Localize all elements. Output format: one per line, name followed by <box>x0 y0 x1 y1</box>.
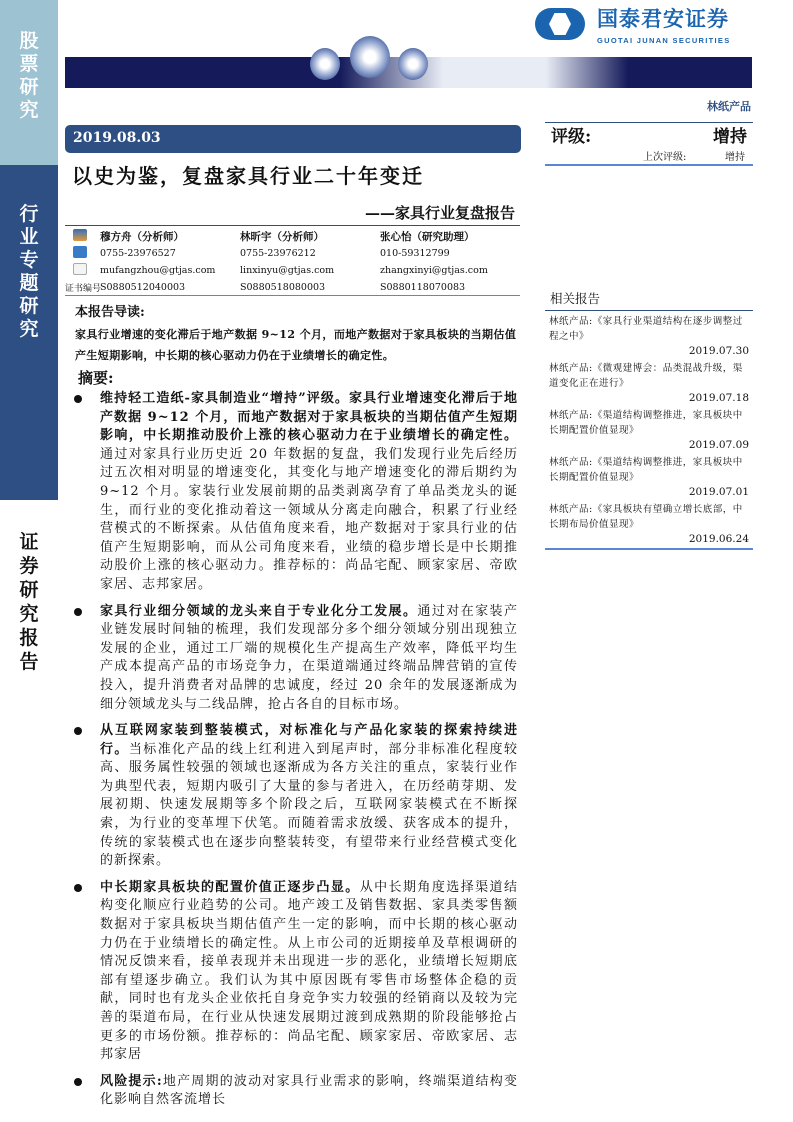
person-icon <box>73 229 87 241</box>
mail-icon <box>73 263 87 275</box>
analyst-phone: 0755-23976527 <box>100 248 176 259</box>
summary-heading: 摘要: <box>78 369 114 387</box>
diamond-icon <box>310 48 340 80</box>
bullet-text: 从中长期角度选择渠道结构变化顺应行业趋势的公司。地产竣工及销售数据、家具类零售额数据对于家具板块当期估值产生一定的影响，而中长期的核心驱动力仍在于业绩增长的确定性。从上市公司的近期接单及草根调研的情况反馈来看，接单表现并未出现进一步的恶化，业绩增长短期底部有望逐步确立。我们认为其中原因既有零售市场整体企稳的贡献，同时也有龙头企业依托自身竞争实力较强的经销商以及较为完善的渠道布局，在行业从快速发展期过渡到成熟期的阶段能够抢占更多的市场份额。推荐标的：尚品宅配、顾家家居、帝欧家居、志邦家居 <box>100 879 518 1063</box>
summary-bullet <box>100 390 518 595</box>
bullet-bold: 家具行业细分领域的龙头来自于专业化分工发展。 <box>100 603 418 619</box>
summary-bullet <box>100 879 518 1065</box>
bullet-text: 通过对家具行业历史近 20 年数据的复盘，我们发现行业先后经历过五次相对明显的增速变化，其变化与地产增速变化的滞后期约为 9~12 个月。家装行业发展前期的品类剥离孕育了单品类龙头的诞生，而行业的变化推动着这一领域从分离走向融合，积累了行业经营模式的不断探索。从估值角度来看，地产数据对于家具行业的估值产生短期影响，而从公司角度来看，业绩的稳步增长是中长期推动股价上涨的核心驱动力。推荐标的：尚品宅配、顾家家居、帝欧家居、志邦家居。 <box>100 446 518 592</box>
analyst-cert: S0880118070083 <box>380 281 466 293</box>
rating-label: 评级: <box>551 127 592 147</box>
guide-text: 家具行业增速的变化滞后于地产数据 9~12 个月，而地产数据对于家具板块的当期估值产生短期影响，中长期的核心驱动力仍在于业绩增长的确定性。 <box>75 328 517 362</box>
bullet-bold: 风险提示: <box>100 1073 163 1089</box>
phone-icon <box>73 246 87 258</box>
sidebar-securities-report <box>0 530 58 674</box>
brand-name-en: GUOTAI JUNAN SECURITIES <box>597 36 731 45</box>
analyst-cert: S0880512040003 <box>100 281 186 293</box>
brand-logo <box>535 6 775 52</box>
cert-label: 证书编号 <box>65 283 102 294</box>
related-report-link[interactable]: 林纸产品:《渠道结构调整推进，家具板块中长期配置价值显现》 <box>549 410 743 436</box>
bullet-icon <box>74 1078 82 1086</box>
bullet-icon <box>74 884 82 892</box>
analyst-email[interactable]: linxinyu@gtjas.com <box>240 265 335 276</box>
analyst-table <box>65 228 520 296</box>
sidebar-middle-label: 行业专题研究 <box>19 203 39 340</box>
related-reports <box>545 290 753 550</box>
related-report-link[interactable]: 林纸产品:《家具行业渠道结构在逐步调整过程之中》 <box>549 316 743 342</box>
analyst-email[interactable]: mufangzhou@gtjas.com <box>100 265 216 276</box>
related-heading: 相关报告 <box>545 290 753 311</box>
prev-rating-label: 上次评级: <box>643 152 687 163</box>
divider <box>65 225 520 226</box>
summary-bullet <box>100 603 518 715</box>
diamond-icon <box>350 36 390 78</box>
analyst-phone: 010-59312799 <box>380 248 450 259</box>
bullet-bold: 从互联网家装到整装模式，对标准化与产品化家装的探索持续进行。 <box>100 723 518 757</box>
analyst-phone: 0755-23976212 <box>240 248 316 259</box>
analyst-email[interactable]: zhangxinyi@gtjas.com <box>380 265 488 276</box>
page-subtitle: ——家具行业复盘报告 <box>364 204 515 222</box>
bullet-text: 地产周期的波动对家具行业需求的影响，终端渠道结构变化影响自然客流增长 <box>100 1073 518 1108</box>
bullet-text: 通过对在家装产业链发展时间轴的梳理，我们发现部分多个细分领域分别出现独立发展的企业，通过工厂端的规模化生产提高生产效率，降低平均生产成本提高产品的市场竞争力，在渠道端通过终端品牌营销的宣传投入，提升消费者对品牌的忠诚度，经过 20 余年的发展逐渐成为细分领域龙头与二线品牌，抢占各自的目标市场。 <box>100 603 518 712</box>
summary-bullet <box>100 722 518 871</box>
related-report-date: 2019.07.01 <box>688 486 749 498</box>
bullet-text: 当标准化产品的线上红利进入到尾声时，部分非标准化程度较高、服务属性较强的领域也逐渐成为各方关注的重点，家装行业作为典型代表，短期内吸引了大量的参与者进入，在历经萌芽期、发展初期、快速发展期等多个阶段之后，互联网家装模式在不断探索，为行业的变革埋下伏笔。而随着需求放缓、获客成本的提升，传统的家装模式也在逐步向整装转变，有望带来行业经营模式变化的新探索。 <box>100 741 518 869</box>
bullet-icon <box>74 727 82 735</box>
related-report-link[interactable]: 林纸产品:《家具板块有望确立增长底部，中长期布局价值显现》 <box>549 504 743 530</box>
diamond-icon <box>398 48 428 80</box>
logo-mark-icon <box>535 8 585 40</box>
report-date <box>65 125 521 153</box>
category-label: 林纸产品 <box>707 100 751 113</box>
bullet-bold: 维持轻工造纸-家具制造业“增持”评级。家具行业增速变化滞后于地产数据 9~12 个月，而地产数据对于家具板块的当期估值产生短期影响，中长期推动股价上涨的核心驱动力在于业绩增长的确定性。 <box>100 391 518 444</box>
sidebar-industry-research <box>0 165 58 500</box>
analyst-name: 张心怡（研究助理） <box>380 231 475 243</box>
brand-name-cn: 国泰君安证券 <box>597 7 729 31</box>
related-report-link[interactable]: 林纸产品:《渠道结构调整推进，家具板块中长期配置价值显现》 <box>549 457 743 483</box>
divider <box>545 548 753 550</box>
page-title: 以史为鉴，复盘家具行业二十年变迁 <box>72 164 424 188</box>
related-report-date: 2019.07.18 <box>688 392 749 404</box>
related-report-date: 2019.07.30 <box>688 345 749 357</box>
report-body <box>75 304 525 1110</box>
related-report-date: 2019.06.24 <box>688 533 749 545</box>
summary-bullet <box>100 1073 518 1110</box>
bullet-icon <box>74 395 82 403</box>
analyst-name: 穆方舟（分析师） <box>100 231 184 243</box>
bullet-bold: 中长期家具板块的配置价值正逐步凸显。 <box>100 879 360 895</box>
date-text: 2019.08.03 <box>73 130 161 146</box>
prev-rating-value: 增持 <box>725 152 745 163</box>
sidebar-stock-research <box>0 0 58 165</box>
guide-heading: 本报告导读: <box>75 305 145 320</box>
bullet-icon <box>74 608 82 616</box>
related-report-link[interactable]: 林纸产品:《微观建博会：品类混战升级，渠道变化正在进行》 <box>549 363 743 389</box>
rating-value: 增持 <box>713 127 747 147</box>
analyst-name: 林昕宇（分析师） <box>240 231 324 243</box>
related-report-date: 2019.07.09 <box>688 439 749 451</box>
sidebar-bottom-label: 证券研究报告 <box>19 531 39 673</box>
sidebar-top-label: 股票研究 <box>19 30 39 121</box>
analyst-cert: S0880518080003 <box>240 281 326 293</box>
rating-box <box>545 122 753 166</box>
